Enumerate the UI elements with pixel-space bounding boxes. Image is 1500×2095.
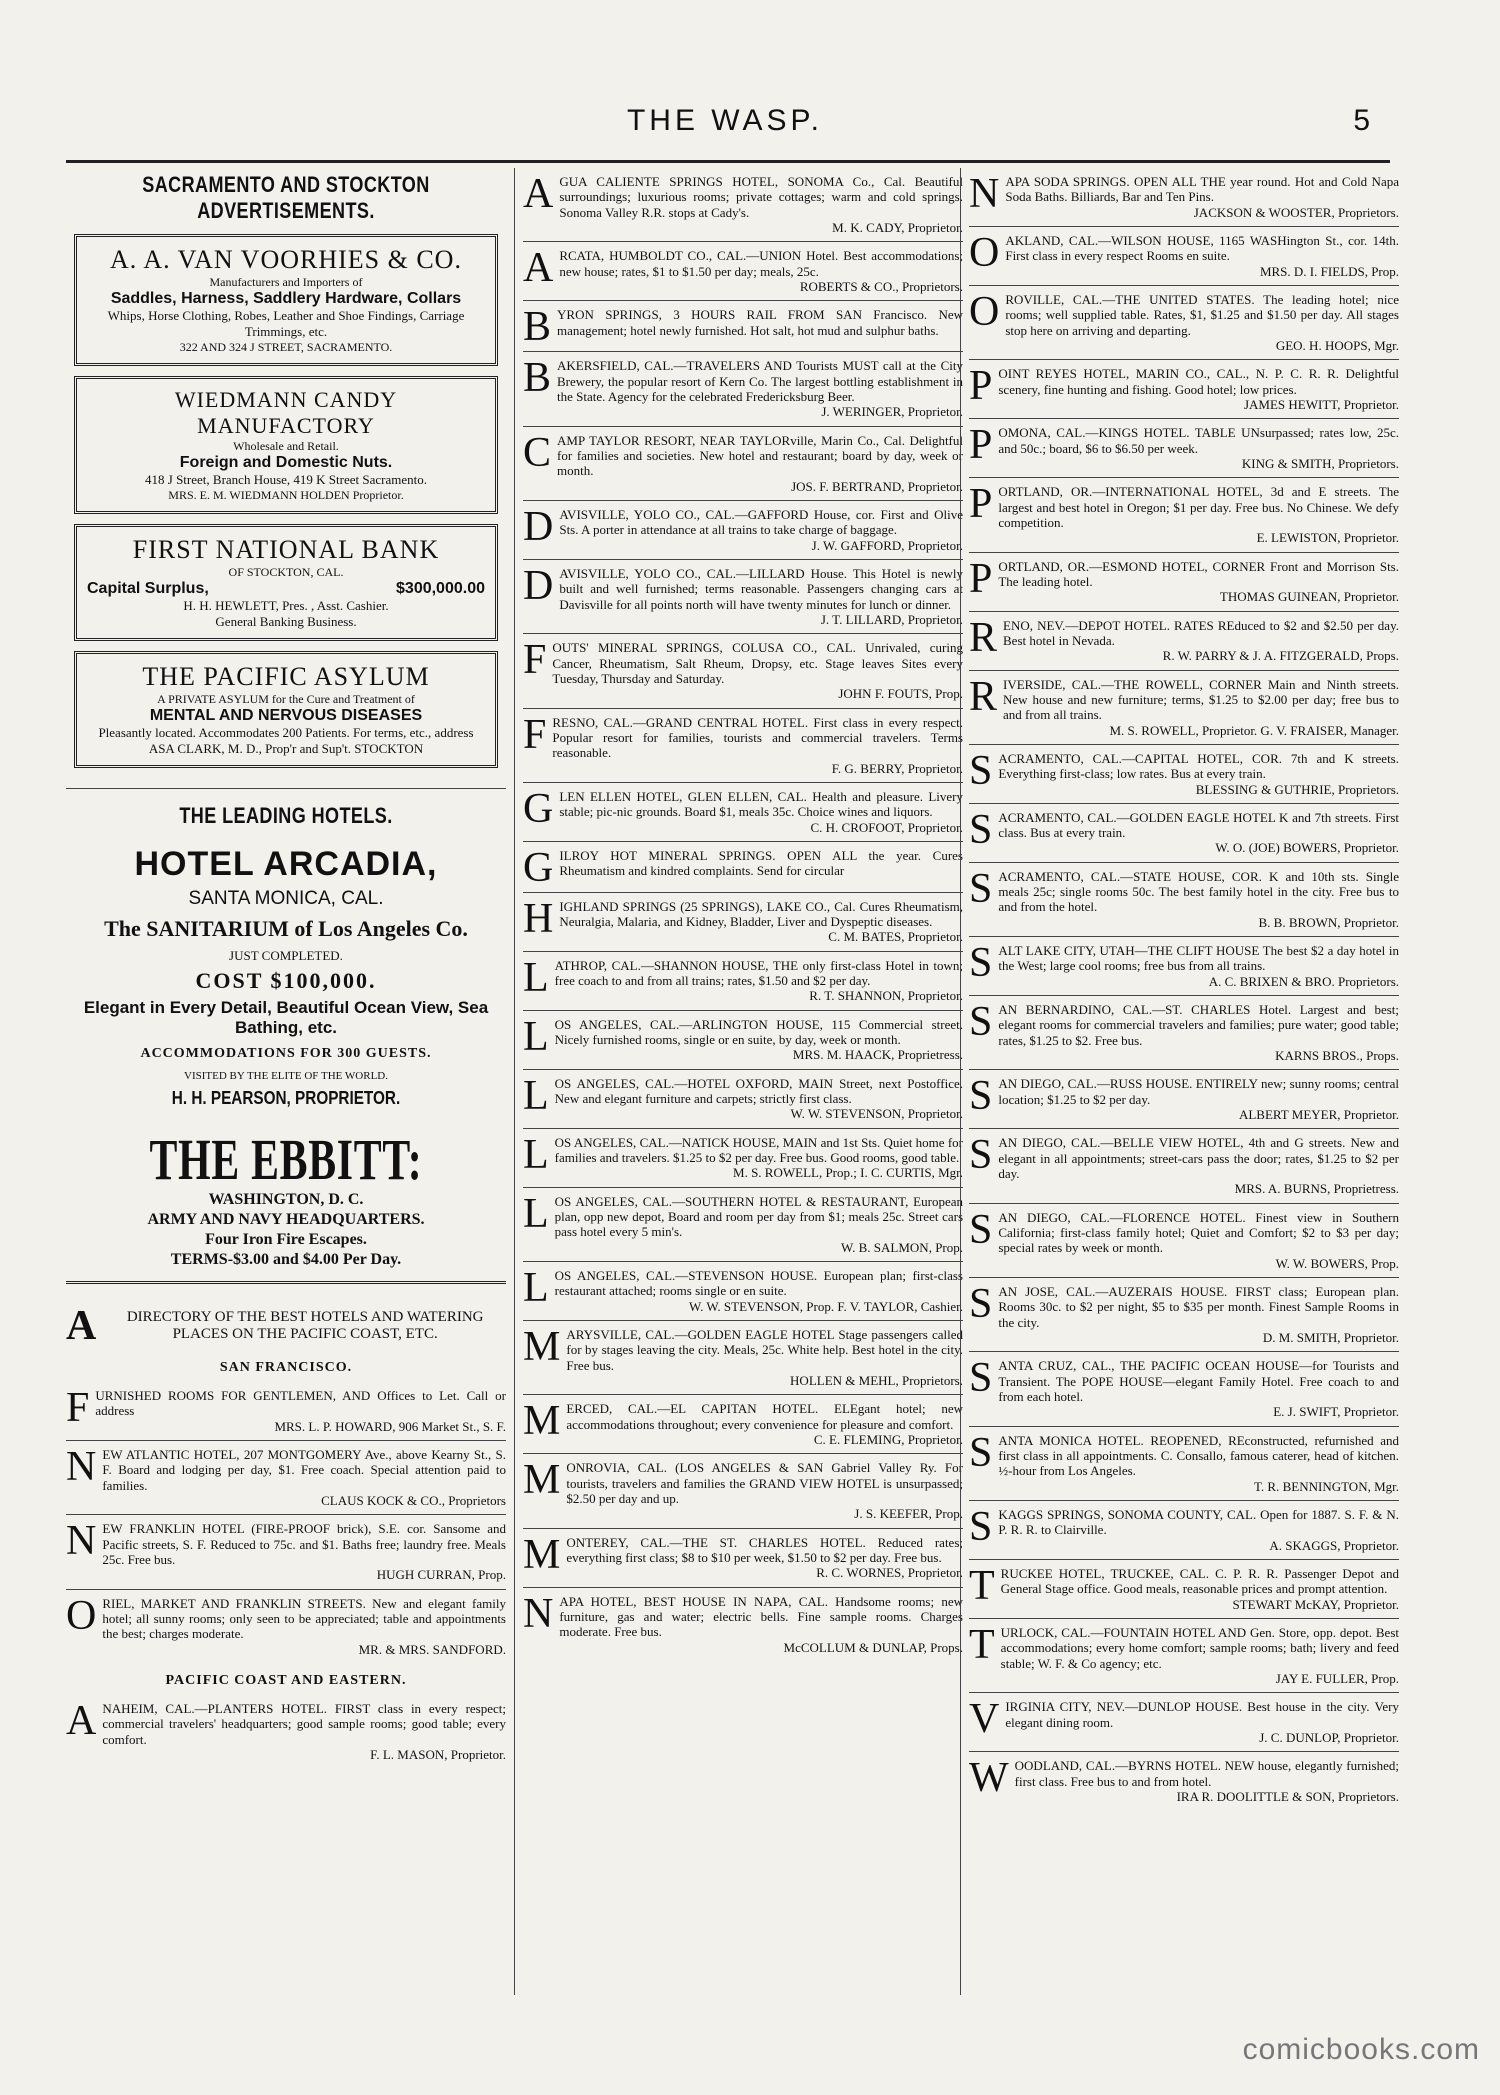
ad-text: RIEL, MARKET AND FRANKLIN STREETS. New and elegant family hotel; all sunny rooms; only seen to be appreciated; table and appointments the best; charges moderate. (102, 1595, 506, 1642)
list-item (523, 501, 963, 560)
ad-proprietor: MR. & MRS. SANDFORD. (358, 1641, 506, 1657)
ad-proprietor: McCOLLUM & DUNLAP, Props. (783, 1639, 963, 1655)
list-item (969, 1501, 1399, 1560)
ad-initial: A (523, 245, 554, 292)
ad-box-line: General Banking Business. (215, 614, 357, 629)
ad-text: EW ATLANTIC HOTEL, 207 MONTGOMERY Ave., above Kearny St., S. F. Board and lodging per day, $1. Free coach. Special attention paid to families. (102, 1446, 506, 1493)
ad-proprietor: M. S. ROWELL, Prop.; I. C. CURTIS, Mgr. (733, 1165, 963, 1181)
ad-proprietor: GEO. H. HOOPS, Mgr. (1275, 337, 1399, 353)
ad-text: OS ANGELES, CAL.—SOUTHERN HOTEL & RESTAURANT, European plan, opp new depot, Board and room per day from $1; meals 25c. Street cars pass hotel every 5 min's. (554, 1193, 963, 1240)
ad-initial: B (523, 304, 552, 351)
ad-initial: S (969, 940, 993, 987)
ad-text: ALT LAKE CITY, UTAH—THE CLIFT HOUSE The best $2 a day hotel in the West; large cool rooms; free bus from all trains. (998, 943, 1399, 974)
ad-proprietor: KING & SMITH, Proprietors. (1241, 455, 1399, 471)
list-item (66, 1590, 506, 1663)
ad-proprietor: F. G. BERRY, Proprietor. (831, 760, 963, 776)
list-item (969, 1070, 1399, 1129)
ad-initial: P (969, 422, 993, 469)
ad-initial: L (523, 1131, 549, 1178)
list-item (523, 893, 963, 952)
ad-text: OS ANGELES, CAL.—STEVENSON HOUSE. European plan; first-class restaurant attached; rooms single or en suite. (554, 1268, 963, 1299)
ad-initial: S (969, 1073, 993, 1120)
ad-initial: S (969, 1355, 993, 1402)
ad-proprietor: JAMES HEWITT, Proprietor. (1243, 396, 1399, 412)
ad-text: ORTLAND, OR.—ESMOND HOTEL, CORNER Front and Morrison Sts. The leading hotel. (998, 558, 1399, 589)
right-ad-list (969, 168, 1399, 1810)
ebbitt-terms: TERMS-$3.00 and $4.00 Per Day. (170, 1251, 402, 1268)
ad-text: URLOCK, CAL.—FOUNTAIN HOTEL AND Gen. Store, opp. depot. Best accommodations; every home comfort; sample rooms; bath; livery and feed stable; W. F. & Co agency; etc. (1000, 1624, 1399, 1671)
ad-initial: S (969, 806, 993, 853)
ad-proprietor: HUGH CURRAN, Prop. (376, 1567, 506, 1583)
ad-initial: F (523, 637, 547, 684)
ad-box-line: Manufacturers and Importers of (209, 275, 363, 289)
arcadia-sanitarium: The SANITARIUM of Los Angeles Co. (104, 916, 468, 941)
ad-text: AN DIEGO, CAL.—FLORENCE HOTEL. Finest view in Southern California; first-class family hotel; Quiet and Comfort; $2 to $3 per day; special rates by week or month. (998, 1209, 1399, 1256)
ad-box-line: Wholesale and Retail. (233, 439, 339, 453)
section-title-sacramento: SACRAMENTO AND STOCKTON ADVERTISEMENTS. (142, 172, 430, 223)
list-item (969, 1278, 1399, 1352)
ad-initial: N (523, 1590, 554, 1637)
ad-proprietor: MRS. A. BURNS, Proprietress. (1234, 1181, 1399, 1197)
middle-ad-list (523, 168, 963, 1661)
ad-proprietor: J. T. LILLARD, Proprietor. (820, 611, 963, 627)
ad-box-line: OF STOCKTON, CAL. (228, 565, 344, 579)
ad-initial: P (969, 555, 993, 602)
ad-box-van-voorhies (74, 234, 498, 366)
ad-box-line: 418 J Street, Branch House, 419 K Street Sacramento. (145, 472, 427, 487)
arcadia-completed: JUST COMPLETED. (229, 948, 343, 963)
page-number: 5 (1353, 104, 1370, 137)
ad-text: IVERSIDE, CAL.—THE ROWELL, CORNER Main and Ninth streets. New house and new furniture; terms, $1.25 to $2.00 per day; free bus to and from all trains. (1003, 676, 1399, 723)
ad-text: RESNO, CAL.—GRAND CENTRAL HOTEL. First class in every respect. Popular resort for families, tourists and commercial travelers. Terms reasonable. (552, 714, 963, 761)
page-header (60, 104, 1390, 144)
list-item (523, 1262, 963, 1321)
ad-proprietor: M. K. CADY, Proprietor. (832, 219, 963, 235)
list-item (969, 478, 1399, 552)
arcadia-proprietor: H. H. PEARSON, PROPRIETOR. (171, 1088, 401, 1108)
ad-box-line: H. H. HEWLETT, Pres. , Asst. Cashier. (183, 598, 389, 613)
ad-initial: A (523, 171, 554, 217)
ad-initial: O (66, 1592, 97, 1639)
ad-proprietor: KARNS BROS., Props. (1275, 1048, 1399, 1064)
ad-box-title: FIRST NATIONAL BANK (132, 535, 440, 564)
ad-proprietor: IRA R. DOOLITTLE & SON, Proprietors. (1176, 1788, 1399, 1804)
ad-proprietor: W. W. BOWERS, Prop. (1275, 1255, 1399, 1271)
list-item (969, 1619, 1399, 1693)
ad-proprietor: E. LEWISTON, Proprietor. (1256, 530, 1399, 546)
ad-proprietor: BLESSING & GUTHRIE, Proprietors. (1195, 781, 1399, 797)
ad-proprietor: B. B. BROWN, Proprietor. (1258, 914, 1399, 930)
ad-box-line: MENTAL AND NERVOUS DISEASES (149, 707, 423, 724)
ad-proprietor: MRS. M. HAACK, Proprietress. (792, 1047, 963, 1063)
ad-initial: S (969, 1429, 993, 1476)
ad-text: ACRAMENTO, CAL.—CAPITAL HOTEL, COR. 7th and K streets. Everything first-class; low rates. Bus at every train. (998, 750, 1399, 782)
ad-initial: P (969, 363, 993, 410)
ad-box-line: A PRIVATE ASYLUM for the Cure and Treatment of (157, 692, 415, 706)
ad-initial: C (523, 429, 552, 476)
ad-the-ebbitt (66, 1127, 506, 1284)
watermark: comicbooks.com (1242, 2033, 1480, 2066)
list-item (969, 1752, 1399, 1810)
ad-initial: H (523, 895, 554, 942)
ad-proprietor: JOS. F. BERTRAND, Proprietor. (791, 478, 963, 494)
ad-text: URNISHED ROOMS FOR GENTLEMEN, AND Offices to Let. Call or address (95, 1388, 506, 1419)
ad-proprietor: C. E. FLEMING, Proprietor. (813, 1432, 963, 1448)
ad-initial: B (523, 355, 552, 402)
ad-initial: A (66, 1697, 97, 1744)
list-item (969, 863, 1399, 937)
ad-text: ROVILLE, CAL.—THE UNITED STATES. The leading hotel; nice rooms; well supplied table. Rates, $1, $1.25 and $1.50 per day. All stages stop here on arriving and departing. (1005, 291, 1399, 338)
list-item (523, 1588, 963, 1661)
ad-text: APA SODA SPRINGS. OPEN ALL THE year round. Hot and Cold Napa Soda Baths. Billiards, Bar and Ten Pins. (1005, 174, 1399, 205)
list-item (969, 804, 1399, 863)
ad-initial: S (969, 1132, 993, 1179)
ad-proprietor: JACKSON & WOOSTER, Proprietors. (1193, 204, 1399, 220)
ad-text: GUA CALIENTE SPRINGS HOTEL, SONOMA Co., Cal. Beautiful surroundings; luxurious rooms; private cottages; warm and cold springs. Sonoma Valley R.R. stops at Cady's. (559, 174, 963, 220)
ad-text: ORTLAND, OR.—INTERNATIONAL HOTEL, 3d and E streets. The largest and best hotel in Oregon; $1 per day. Free bus. No Chinese. We defy competition. (998, 484, 1399, 530)
ad-initial: L (523, 1072, 549, 1119)
ad-text: ATHROP, CAL.—SHANNON HOUSE, THE only first-class Hotel in town; free coach to and from all trains; rates, $1.50 and $2 per day. (554, 957, 963, 989)
list-item (969, 1352, 1399, 1426)
list-item (523, 1070, 963, 1129)
ad-initial: S (969, 1503, 993, 1550)
ad-text: ACRAMENTO, CAL.—STATE HOUSE, COR. K and 10th sts. Single meals 25c; single rooms 50c. The best family hotel in the city. Free bus to and from the hotel. (998, 868, 1399, 915)
list-item (969, 168, 1399, 227)
ad-text: OUTS' MINERAL SPRINGS, COLUSA CO., CAL. Unrivaled, curing Cancer, Rheumatism, Salt Rheum, Dropsy, etc. Stage leaves Sites every Tuesday, Thursday and Saturday. (552, 640, 963, 686)
arcadia-name: HOTEL ARCADIA, (134, 845, 438, 883)
ad-proprietor: J. S. KEEFER, Prop. (854, 1506, 963, 1522)
ad-initial: L (523, 954, 549, 1001)
ad-initial: T (969, 1562, 995, 1609)
ad-proprietor: R. C. WORNES, Proprietor. (816, 1565, 963, 1581)
ad-proprietor: JOHN F. FOUTS, Prop. (838, 686, 963, 702)
list-item (523, 842, 963, 893)
list-item (523, 560, 963, 634)
ad-text: OMONA, CAL.—KINGS HOTEL. TABLE UNsurpassed; rates low, 25c. and 50c.; board, $6 to $6.50 per week. (998, 425, 1399, 456)
ad-proprietor: J. WERINGER, Proprietor. (821, 404, 963, 420)
ebbitt-name: THE EBBITT: (149, 1127, 423, 1192)
list-item (969, 1129, 1399, 1203)
ad-box-wiedmann (74, 376, 498, 514)
section-pacific-coast: PACIFIC COAST AND EASTERN. (165, 1672, 407, 1688)
ad-initial: L (523, 1265, 549, 1312)
ad-proprietor: E. J. SWIFT, Proprietor. (1273, 1404, 1399, 1420)
ad-proprietor: CLAUS KOCK & CO., Proprietors (321, 1492, 506, 1508)
ad-initial: N (66, 1518, 97, 1565)
ad-initial: G (523, 785, 554, 832)
ad-initial: R (969, 614, 998, 661)
ad-initial: G (523, 844, 554, 891)
ad-proprietor: A. SKAGGS, Proprietor. (1269, 1537, 1399, 1553)
ad-initial: S (969, 999, 993, 1046)
ad-text: APA HOTEL, BEST HOUSE IN NAPA, CAL. Handsome rooms; new furniture, gas and water; electric bells. Fine sample rooms. Charges moderate. Free bus. (559, 1593, 963, 1640)
ad-proprietor: A. C. BRIXEN & BRO. Proprietors. (1208, 973, 1399, 989)
list-item (969, 360, 1399, 419)
ad-initial: O (969, 229, 1000, 276)
ad-text: ILROY HOT MINERAL SPRINGS. OPEN ALL the year. Cures Rheumatism and kindred complaints. Send for circular (559, 847, 963, 879)
directory-text: DIRECTORY OF THE BEST HOTELS AND WATERING PLACES ON THE PACIFIC COAST, ETC. (126, 1309, 484, 1342)
ad-text: AN DIEGO, CAL.—RUSS HOUSE. ENTIRELY new; sunny rooms; central location; $1.25 to $2 per day. (998, 1076, 1399, 1107)
ad-text: RCATA, HUMBOLDT CO., CAL.—UNION Hotel. Best accommodations; new house; rates, $1 to $1.50 per day; meals, 25c. (559, 248, 963, 279)
ad-box-pacific-asylum (74, 651, 498, 768)
ad-text: ENO, NEV.—DEPOT HOTEL. RATES REduced to $2 and $2.50 per day. Best hotel in Nevada. (1003, 617, 1399, 648)
list-item (523, 301, 963, 352)
ad-initial: L (523, 1013, 549, 1060)
ad-proprietor: J. W. GAFFORD, Proprietor. (811, 537, 963, 553)
ad-proprietor: D. M. SMITH, Proprietor. (1262, 1330, 1399, 1346)
ebbitt-fire: Four Iron Fire Escapes. (205, 1231, 367, 1248)
ad-text: AVISVILLE, YOLO CO., CAL.—LILLARD House. This Hotel is newly built and well furnished; terms reasonable. Passengers changing cars at Davisville for all points north will have twenty minutes for lunch or dinner. (559, 565, 963, 612)
list-item (66, 1441, 506, 1515)
ad-text: OODLAND, CAL.—BYRNS HOTEL. NEW house, elegantly furnished; first class. Free bus to and from hotel. (1014, 1758, 1399, 1789)
list-item (969, 937, 1399, 996)
capital-value: $300,000.00 (396, 580, 485, 597)
ad-proprietor: ALBERT MEYER, Proprietor. (1238, 1107, 1399, 1123)
ad-text: AVISVILLE, YOLO CO., CAL.—GAFFORD House, cor. First and Olive Sts. A porter in attendance at all trains to take charge of baggage. (559, 506, 963, 538)
list-item (523, 352, 963, 426)
ebbitt-hq: ARMY AND NAVY HEADQUARTERS. (147, 1211, 425, 1228)
pce-ad-list (66, 1695, 506, 1768)
ad-initial: M (523, 1324, 561, 1371)
arcadia-desc: Elegant in Every Detail, Beautiful Ocean View, Sea Bathing, etc. (83, 998, 489, 1037)
ad-text: OS ANGELES, CAL.—HOTEL OXFORD, MAIN Street, next Postoffice. New and elegant furniture and carpets; strictly first class. (554, 1075, 963, 1107)
ad-initial: N (969, 171, 1000, 217)
list-item (523, 427, 963, 501)
arcadia-cost: COST $100,000. (195, 968, 377, 993)
list-item (969, 1427, 1399, 1501)
page-title: THE WASP. (626, 104, 824, 137)
ad-initial: R (969, 673, 998, 720)
ad-initial: F (523, 711, 547, 758)
divider (66, 788, 506, 789)
list-item (66, 1382, 506, 1441)
list-item (523, 952, 963, 1011)
list-item (523, 1529, 963, 1588)
arcadia-accommodations: ACCOMMODATIONS FOR 300 GUESTS. (140, 1046, 432, 1061)
ad-proprietor: F. L. MASON, Proprietor. (370, 1746, 506, 1762)
ad-box-title: A. A. VAN VOORHIES & CO. (110, 245, 462, 274)
list-item (969, 745, 1399, 804)
list-item (969, 671, 1399, 745)
ad-text: OS ANGELES, CAL.—ARLINGTON HOUSE, 115 Commercial street. Nicely furnished rooms, single or en suite, by day, week or month. (554, 1016, 963, 1048)
section-title-hotels: THE LEADING HOTELS. (179, 803, 393, 828)
ad-text: YRON SPRINGS, 3 HOURS RAIL FROM SAN Francisco. New management; hotel newly furnished. Hot salt, hot mud and sulphur baths. (557, 307, 963, 338)
list-item (66, 1695, 506, 1768)
ad-box-line: ASA CLARK, M. D., Prop'r and Sup't. STOCKTON (148, 741, 424, 756)
ad-text: ARYSVILLE, CAL.—GOLDEN EAGLE HOTEL Stage passengers called for by stages leaving the city. Meals, 25c. White help. Best hotel in the city. Free bus. (566, 1327, 963, 1373)
ad-proprietor: W. W. STEVENSON, Prop. F. V. TAYLOR, Cashier. (689, 1298, 963, 1314)
ad-initial: P (969, 481, 993, 528)
column-middle (514, 168, 963, 1995)
ad-box-title: WIEDMANN CANDY MANUFACTORY (174, 387, 398, 438)
ad-initial: M (523, 1457, 561, 1504)
ad-initial: D (523, 503, 554, 550)
list-item (969, 1204, 1399, 1278)
list-item (969, 286, 1399, 360)
capital-label: Capital Surplus, (87, 580, 209, 597)
ad-text: OINT REYES HOTEL, MARIN CO., CAL., N. P. C. R. R. Delightful scenery, fine hunting and fishing. Good hotel; low prices. (998, 366, 1399, 397)
ad-text: ONTEREY, CAL.—THE ST. CHARLES HOTEL. Reduced rates; everything first class; $8 to $10 per week, $1.50 to $2 per day. Free bus. (566, 1534, 963, 1565)
ad-text: AKERSFIELD, CAL.—TRAVELERS AND Tourists MUST call at the City Brewery, the popular resort of Kern Co. The largest bottling establishment in the State. Agency for the celebrated Fredericksburg Beer. (557, 358, 963, 404)
ad-initial: D (523, 562, 554, 609)
ad-proprietor: M. S. ROWELL, Proprietor. G. V. FRAISER, Manager. (1109, 722, 1399, 738)
ad-proprietor: W. B. SALMON, Prop. (841, 1239, 963, 1255)
ad-box-first-national-bank (74, 524, 498, 641)
ad-box-line: Foreign and Domestic Nuts. (179, 454, 393, 471)
ad-proprietor: ROBERTS & CO., Proprietors. (799, 278, 963, 294)
ad-text: ANTA MONICA HOTEL. REOPENED, REconstructed, refurnished and first class in all appointments. C. Consallo, famous caterer, head of kitchen. ½-hour from Los Angeles. (998, 1432, 1399, 1479)
ad-box-line: 322 AND 324 J STREET, SACRAMENTO. (179, 340, 393, 354)
list-item (969, 996, 1399, 1070)
ad-text: ERCED, CAL.—EL CAPITAN HOTEL. ELEgant hotel; new accommodations throughout; every convenience for pleasure and comfort. (566, 1401, 963, 1432)
ad-box-line: Saddles, Harness, Saddlery Hardware, Collars (110, 290, 462, 307)
column-right (960, 168, 1399, 1995)
ad-proprietor: MRS. D. I. FIELDS, Prop. (1259, 263, 1399, 279)
ad-proprietor: JAY E. FULLER, Prop. (1275, 1670, 1399, 1686)
directory-heading (66, 1302, 506, 1350)
ad-initial: W (969, 1755, 1009, 1802)
ad-proprietor: R. W. PARRY & J. A. FITZGERALD, Props. (1162, 648, 1399, 664)
ad-text: AMP TAYLOR RESORT, NEAR TAYLORville, Marin Co., Cal. Delightful for families and societies. New hotel and restaurant; board by day, week or month. (557, 432, 963, 479)
ad-text: EW FRANKLIN HOTEL (FIRE-PROOF brick), S.E. cor. Sansome and Pacific streets, S. F. Reduced to 75c. and $1. Baths free; laundry free. Meals 25c. Free bus. (102, 1521, 506, 1567)
ad-text: OS ANGELES, CAL.—NATICK HOUSE, MAIN and 1st Sts. Quiet home for families and travelers. $1.25 to $2 per day. Free bus. Good rooms, good table. (554, 1134, 963, 1166)
ad-text: AN DIEGO, CAL.—BELLE VIEW HOTEL, 4th and G streets. New and elegant in all appointments; street-cars pass the door; rates, $1.25 to $2 per day. (998, 1135, 1399, 1182)
ad-proprietor: C. H. CROFOOT, Proprietor. (810, 819, 963, 835)
ad-hotel-arcadia (66, 845, 506, 1109)
ad-proprietor: T. R. BENNINGTON, Mgr. (1253, 1478, 1399, 1494)
list-item (969, 612, 1399, 671)
ad-text: AKLAND, CAL.—WILSON HOUSE, 1165 WASHington St., cor. 14th. First class in every respect Rooms en suite. (1005, 232, 1399, 264)
ad-initial: O (969, 288, 1000, 335)
ad-proprietor: C. M. BATES, Proprietor. (828, 929, 963, 945)
ad-box-line: MRS. E. M. WIEDMANN HOLDEN Proprietor. (168, 488, 404, 502)
list-item (523, 242, 963, 301)
ad-initial: S (969, 747, 993, 794)
ad-proprietor: W. O. (JOE) BOWERS, Proprietor. (1215, 840, 1399, 856)
column-left (66, 168, 506, 1995)
ad-initial: S (969, 1281, 993, 1328)
directory-initial: A (66, 1303, 97, 1349)
ad-proprietor: STEWART McKAY, Proprietor. (1232, 1596, 1399, 1612)
list-item (523, 634, 963, 708)
ad-text: RUCKEE HOTEL, TRUCKEE, CAL. C. P. R. R. Passenger Depot and General Stage office. Good meals, reasonable prices and prompt attention. (1000, 1565, 1399, 1597)
ad-initial: V (969, 1696, 1000, 1743)
list-item (969, 1560, 1399, 1619)
list-item (523, 168, 963, 242)
ad-text: IRGINIA CITY, NEV.—DUNLOP HOUSE. Best house in the city. Very elegant dining room. (1005, 1699, 1399, 1730)
ad-box-title: THE PACIFIC ASYLUM (142, 662, 430, 691)
ad-proprietor: HOLLEN & MEHL, Proprietors. (790, 1373, 963, 1389)
ad-text: KAGGS SPRINGS, SONOMA COUNTY, CAL. Open for 1887. S. F. & N. P. R. R. to Clairville. (998, 1506, 1399, 1538)
ad-initial: M (523, 1531, 561, 1578)
arcadia-visited: VISITED BY THE ELITE OF THE WORLD. (184, 1070, 388, 1082)
list-item (523, 1129, 963, 1188)
ad-initial: F (66, 1385, 90, 1431)
sf-ad-list (66, 1382, 506, 1663)
ad-proprietor: R. T. SHANNON, Proprietor. (809, 988, 963, 1004)
arcadia-place: SANTA MONICA, CAL. (188, 888, 384, 909)
list-item (523, 1321, 963, 1395)
ad-text: AN BERNARDINO, CAL.—ST. CHARLES Hotel. Largest and best; elegant rooms for commercial travelers and families; pure water; good table; rates, $1.25 to $2. Free bus. (998, 1002, 1399, 1048)
ad-initial: N (66, 1443, 97, 1490)
list-item (66, 1515, 506, 1589)
list-item (969, 227, 1399, 286)
ad-box-line: Whips, Horse Clothing, Robes, Leather and Shoe Findings, Carriage Trimmings, etc. (107, 308, 465, 339)
ad-proprietor: MRS. L. P. HOWARD, 906 Market St., S. F. (274, 1418, 506, 1434)
ad-initial: S (969, 1206, 993, 1253)
section-san-francisco: SAN FRANCISCO. (219, 1360, 353, 1375)
ad-initial: T (969, 1621, 995, 1668)
list-item (969, 553, 1399, 612)
list-item (523, 1454, 963, 1528)
ad-initial: L (523, 1190, 549, 1237)
ad-text: LEN ELLEN HOTEL, GLEN ELLEN, CAL. Health and pleasure. Livery stable; pic-nic grounds. Board $1, meals 35c. Choice wines and liquors. (559, 788, 963, 820)
ad-text: IGHLAND SPRINGS (25 SPRINGS), LAKE CO., Cal. Cures Rheumatism, Neuralgia, Malaria, and Kidney, Bladder, Liver and Dyspeptic diseases. (559, 898, 963, 930)
ad-box-line: Pleasantly located. Accommodates 200 Patients. For terms, etc., address (98, 725, 474, 740)
header-rule (66, 160, 1390, 163)
ad-text: ONROVIA, CAL. (LOS ANGELES & SAN Gabriel Valley Ry. For tourists, travelers and families the GRAND VIEW HOTEL is unsurpassed; $2.50 per day and up. (566, 1460, 963, 1506)
ad-proprietor: W. W. STEVENSON, Proprietor. (790, 1106, 963, 1122)
list-item (969, 1693, 1399, 1752)
ad-initial: M (523, 1398, 561, 1445)
ad-proprietor: THOMAS GUINEAN, Proprietor. (1219, 589, 1399, 605)
list-item (523, 1188, 963, 1262)
list-item (523, 1395, 963, 1454)
ad-text: ANTA CRUZ, CAL., THE PACIFIC OCEAN HOUSE—for Tourists and Transient. The POPE HOUSE—elegant Family Hotel. Free coach to and from each hotel. (998, 1358, 1399, 1404)
ebbitt-place: WASHINGTON, D. C. (208, 1191, 364, 1208)
list-item (523, 783, 963, 842)
ad-text: ACRAMENTO, CAL.—GOLDEN EAGLE HOTEL K and 7th streets. First class. Bus at every train. (998, 809, 1399, 841)
list-item (523, 709, 963, 783)
list-item (523, 1011, 963, 1070)
ad-proprietor: J. C. DUNLOP, Proprietor. (1259, 1729, 1399, 1745)
ad-text: NAHEIM, CAL.—PLANTERS HOTEL. FIRST class in every respect; commercial travelers' headquarters; good sample rooms; good table; every comfort. (102, 1700, 506, 1747)
ad-text: AN JOSE, CAL.—AUZERAIS HOUSE. FIRST class; European plan. Rooms 30c. to $2 per night, $5 to $35 per month. Finest Sample Rooms in the city. (998, 1284, 1399, 1330)
list-item (969, 419, 1399, 478)
ad-initial: S (969, 865, 993, 912)
capital-row (87, 580, 485, 598)
